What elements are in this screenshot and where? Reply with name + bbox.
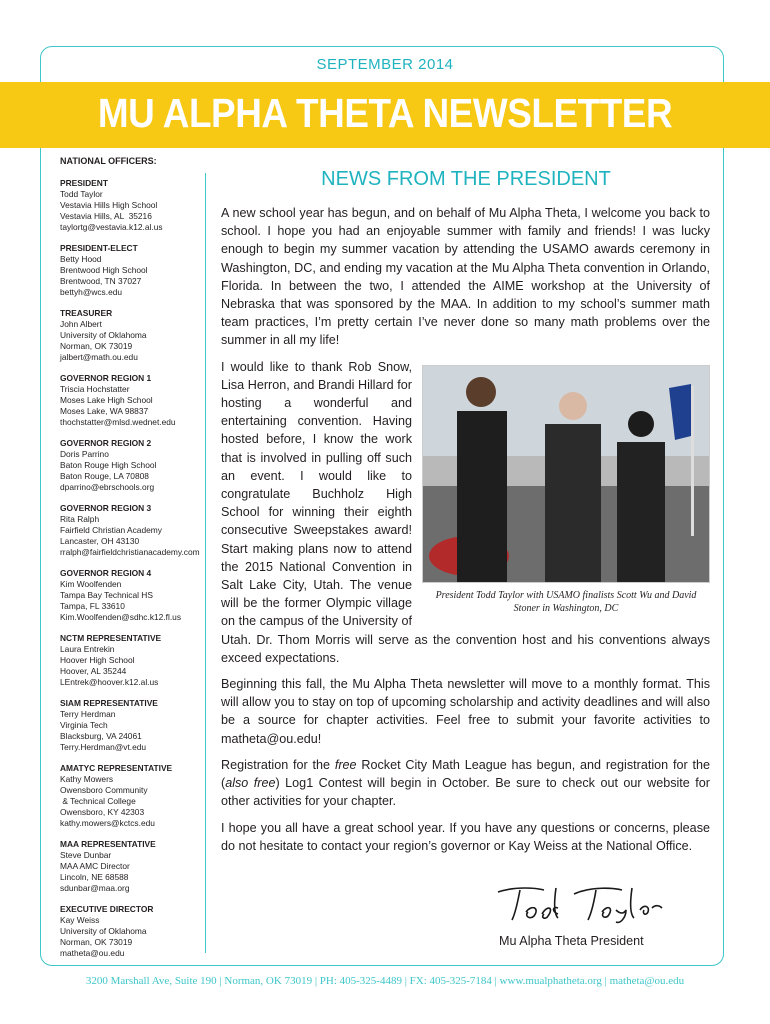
officer-detail: Kim.Woolfenden@sdhc.k12.fl.us	[60, 612, 182, 622]
officer-entry	[60, 904, 210, 959]
officer-detail: & Technical College	[60, 796, 136, 806]
article-body	[221, 204, 710, 863]
paragraph	[221, 819, 710, 855]
emphasis-text: free	[334, 757, 357, 772]
officer-detail: Hoover, AL 35244	[60, 666, 127, 676]
issue-month: SEPTEMBER 2014	[316, 56, 454, 73]
officer-role: GOVERNOR REGION 2	[60, 438, 152, 448]
signature-title: Mu Alpha Theta President	[499, 934, 644, 948]
officer-detail: Kathy Mowers	[60, 774, 114, 784]
officer-detail: MAA AMC Director	[60, 861, 130, 871]
officer-entry	[60, 243, 210, 298]
officers-sidebar	[60, 156, 210, 969]
paragraph-text: Registration for the	[221, 757, 335, 772]
officer-detail: Baton Rouge High School	[60, 460, 157, 470]
officer-role: GOVERNOR REGION 4	[60, 568, 152, 578]
officer-entry	[60, 308, 210, 363]
officer-list	[60, 178, 210, 959]
officer-role: GOVERNOR REGION 1	[60, 373, 152, 383]
article-headline: NEWS FROM THE PRESIDENT	[321, 168, 611, 190]
officer-detail: Lancaster, OH 43130	[60, 536, 140, 546]
officer-detail: Moses Lake High School	[60, 395, 153, 405]
officer-detail: University of Oklahoma	[60, 926, 147, 936]
paragraph-text: ) Log1 Contest will begin in October. Be sure to check out our website for other activities for your chapter.	[221, 776, 710, 809]
officer-detail: Terry Herdman	[60, 709, 116, 719]
footer-contact: 3200 Marshall Ave, Suite 190 | Norman, OK 73019 | PH: 405-325-4489 | FX: 405-325-7184 | www.mualphatheta.org | matheta@ou.edu	[85, 975, 685, 987]
officer-detail: dparrino@ebrschools.org	[60, 482, 155, 492]
officer-detail: Terry.Herdman@vt.edu	[60, 742, 147, 752]
officer-detail: LEntrek@hoover.k12.al.us	[60, 677, 159, 687]
officer-entry	[60, 178, 210, 233]
officer-detail: jalbert@math.ou.edu	[60, 352, 138, 362]
officer-role: EXECUTIVE DIRECTOR	[60, 904, 154, 914]
officer-detail: John Albert	[60, 319, 102, 329]
signature-drawing	[496, 884, 666, 924]
officer-detail: Brentwood, TN 37027	[60, 276, 142, 286]
officer-detail: Virginia Tech	[60, 720, 108, 730]
officer-detail: Kay Weiss	[60, 915, 100, 925]
officer-entry	[60, 438, 210, 493]
officer-detail: matheta@ou.edu	[60, 948, 125, 958]
officer-detail: Baton Rouge, LA 70808	[60, 471, 149, 481]
officer-entry	[60, 698, 210, 753]
officer-entry	[60, 503, 210, 558]
photo-figure	[422, 365, 710, 615]
officer-entry	[60, 763, 210, 829]
officer-detail: Norman, OK 73019	[60, 937, 133, 947]
photo-illustration	[423, 366, 709, 582]
paragraph-text: I hope you all have a great school year. If you have any questions or concerns, please do not hesitate to contact your region’s governor or Kay Weiss at the National Office.	[221, 820, 710, 853]
officer-entry	[60, 373, 210, 428]
officer-detail: Rita Ralph	[60, 514, 100, 524]
column-divider	[205, 173, 206, 953]
officer-role: PRESIDENT-ELECT	[60, 243, 138, 253]
paragraph-text: Beginning this fall, the Mu Alpha Theta newsletter will move to a monthly format. This will allow you to stay on top of upcoming scholarship and activity deadlines and will also be a source for chapter activities. Feel free to submit your favorite activities to matheta@ou.edu!	[221, 677, 710, 746]
paragraph	[221, 358, 710, 667]
officer-entry	[60, 568, 210, 623]
officer-detail: Moses Lake, WA 98837	[60, 406, 149, 416]
officer-detail: Steve Dunbar	[60, 850, 112, 860]
officer-detail: bettyh@wcs.edu	[60, 287, 123, 297]
officer-role: TREASURER	[60, 308, 113, 318]
officer-detail: Doris Parrino	[60, 449, 109, 459]
officer-detail: Norman, OK 73019	[60, 341, 133, 351]
officer-detail: Tampa, FL 33610	[60, 601, 125, 611]
officer-detail: Laura Entrekin	[60, 644, 115, 654]
officer-detail: kathy.mowers@kctcs.edu	[60, 818, 155, 828]
officer-detail: Brentwood High School	[60, 265, 148, 275]
paragraph	[221, 756, 710, 811]
officer-role: PRESIDENT	[60, 178, 108, 188]
officer-detail: Vestavia Hills High School	[60, 200, 158, 210]
officer-detail: thochstatter@mlsd.wednet.edu	[60, 417, 176, 427]
paragraph-text: A new school year has begun, and on behalf of Mu Alpha Theta, I welcome you back to school. I hope you had an enjoyable summer with family and friends! I was lucky enough to begin my summer vacation by attending the USAMO awards ceremony in Washington, DC, and ending my vacation at the Mu Alpha Theta convention in Orlando, Florida. In between the two, I attended the AIME workshop at the University of Nebraska that was sponsored by the MAA. In addition to my school’s summer math team practices, I’m pretty certain I’ve never done so many math problems over the summer in all my life!	[221, 206, 710, 348]
paragraph-text: I would like to thank Rob Snow, Lisa Herron, and Brandi Hillard for hosting a wonderful and entertaining convention. Having hosted before, I know the work that is involved in pulling off such an event. I would like to congratulate Buchholz High School for winning their eighth consecutive Sweepstakes award! Start making plans now to attend the 2015 National Convention in Salt Lake City, Utah. The venue will be the former Olympic village on the campus of the University of Utah. Dr. Thom Morris will serve as the convention host and his conventions always exceed expectations.	[221, 359, 710, 665]
newsletter-title: MU ALPHA THETA NEWSLETTER	[97, 90, 673, 136]
officer-detail: Todd Taylor	[60, 189, 103, 199]
officer-role: SIAM REPRESENTATIVE	[60, 698, 158, 708]
officer-detail: Lincoln, NE 68588	[60, 872, 129, 882]
paragraph	[221, 204, 710, 350]
officer-detail: Blacksburg, VA 24061	[60, 731, 142, 741]
officer-role: MAA REPRESENTATIVE	[60, 839, 156, 849]
officer-detail: Vestavia Hills, AL 35216	[60, 211, 152, 221]
officer-role: GOVERNOR REGION 3	[60, 503, 152, 513]
officer-detail: Hoover High School	[60, 655, 135, 665]
signature	[496, 884, 666, 924]
officer-detail: Fairfield Christian Academy	[60, 525, 162, 535]
officer-entry	[60, 839, 210, 894]
officers-heading: NATIONAL OFFICERS:	[60, 156, 157, 166]
officer-role: AMATYC REPRESENTATIVE	[60, 763, 173, 773]
paragraph-text: Rocket City Math League has begun, and registration for the (	[221, 757, 710, 791]
officer-detail: Triscia Hochstatter	[60, 384, 130, 394]
officer-detail: Kim Woolfenden	[60, 579, 122, 589]
officer-detail: Owensboro, KY 42303	[60, 807, 145, 817]
officer-entry	[60, 633, 210, 688]
photo-caption: President Todd Taylor with USAMO finalists Scott Wu and David Stoner in Washington, DC	[435, 589, 697, 614]
officer-detail: University of Oklahoma	[60, 330, 147, 340]
officer-detail: Tampa Bay Technical HS	[60, 590, 153, 600]
group-photo	[422, 365, 710, 583]
emphasis-text: also free	[225, 776, 276, 791]
officer-role: NCTM REPRESENTATIVE	[60, 633, 162, 643]
officer-detail: sdunbar@maa.org	[60, 883, 130, 893]
officer-detail: Betty Hood	[60, 254, 102, 264]
officer-detail: rralph@fairfieldchristianacademy.com	[60, 547, 200, 557]
officer-detail: Owensboro Community	[60, 785, 148, 795]
paragraph	[221, 675, 710, 748]
officer-detail: taylortg@vestavia.k12.al.us	[60, 222, 163, 232]
